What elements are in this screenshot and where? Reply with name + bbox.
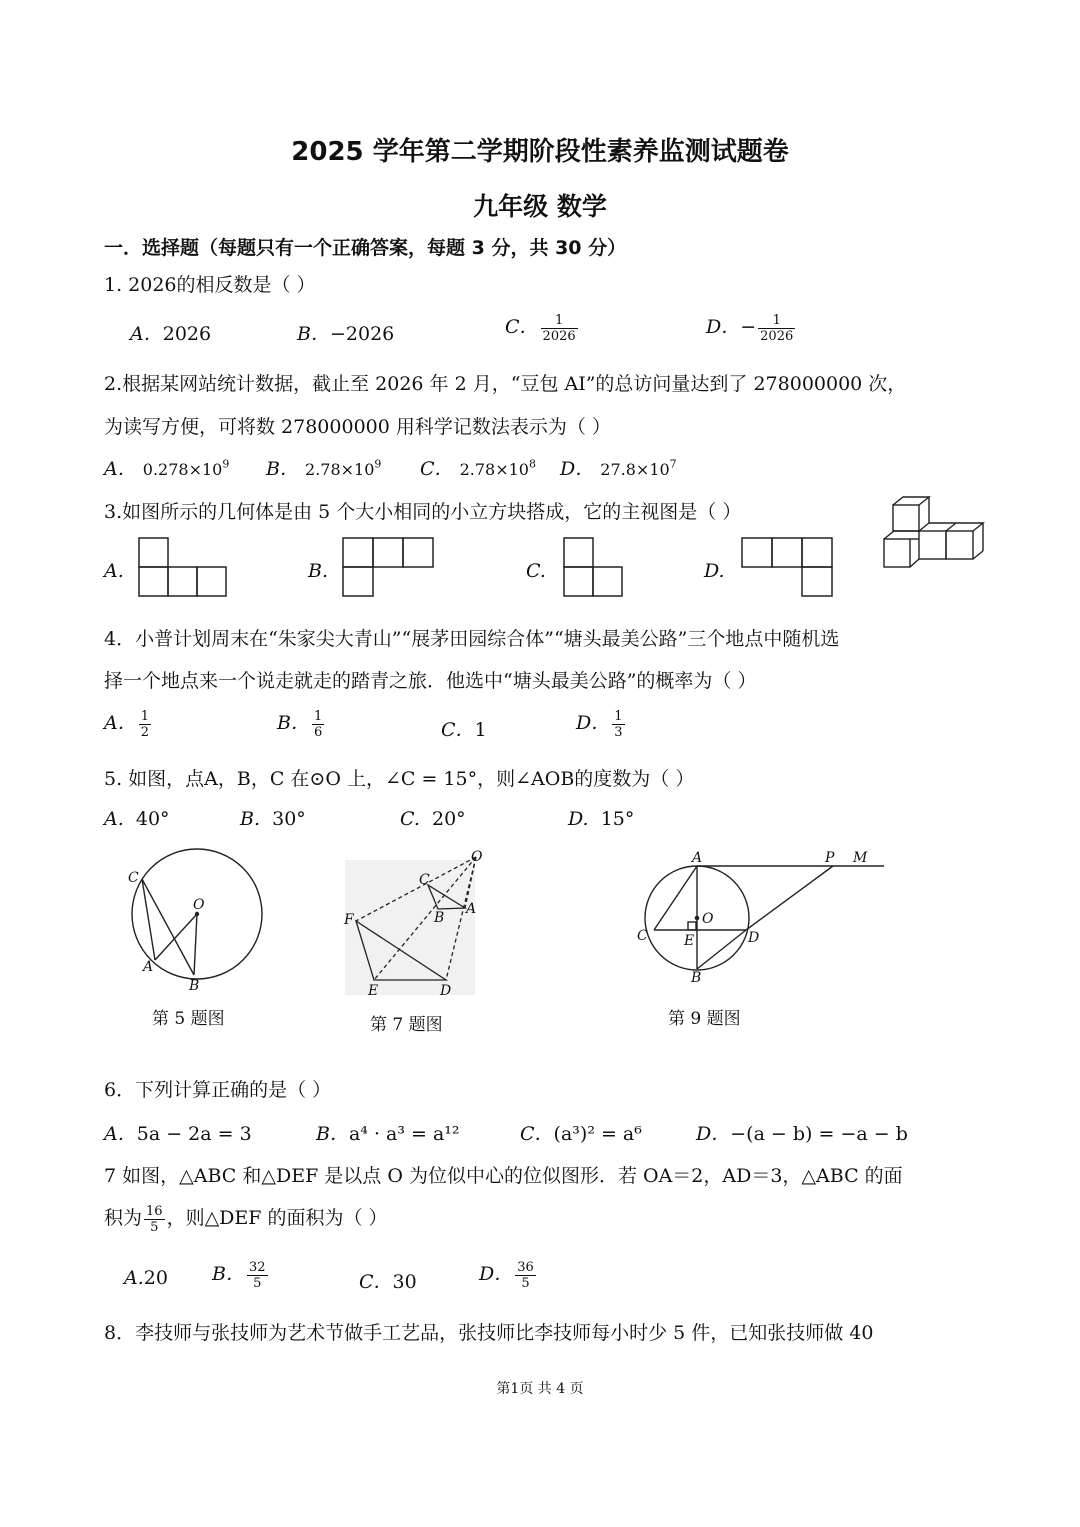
q7-stem-line2: 积为 $\frac{16}{5}$ ，则△DEF 的面积为（ ） — [104, 1203, 388, 1235]
q7-option-a: A.20 — [124, 1267, 168, 1289]
q1-option-a: A．2026 — [130, 323, 212, 345]
fig9-label-e: E — [684, 933, 695, 949]
q6-option-a: A．5a − 2a = 3 — [104, 1123, 252, 1145]
q1-option-b: B．−2026 — [297, 323, 395, 345]
fig9-label-d: D — [748, 930, 760, 946]
fig9-label-o: O — [702, 911, 714, 927]
q5-option-b: B. 30° — [240, 808, 306, 830]
fig9 — [645, 866, 884, 970]
fig9-label-b: B — [691, 970, 702, 986]
fig5-caption: 第 5 题图 — [152, 1009, 225, 1029]
q2-stem-line2: 为读写方便，可将数 278000000 用科学记数法表示为（ ） — [104, 416, 611, 438]
q6-option-c: C．(a³)² = a⁶ — [520, 1123, 642, 1145]
page-footer: 第1页 共 4 页 — [496, 1381, 584, 1397]
q4-stem-line2: 择一个地点来一个说走就走的踏青之旅．他选中“塘头最美公路”的概率为（ ） — [104, 670, 757, 692]
fig9-label-p: P — [825, 850, 835, 866]
q3-stem: 3.如图所示的几何体是由 5 个大小相同的小立方块搭成，它的主视图是（ ） — [104, 501, 742, 523]
fig9-label-a: A — [692, 850, 703, 866]
fig9-label-m: M — [853, 850, 868, 866]
fig7-label-c: C — [419, 872, 430, 888]
q4-option-b: B． $\frac{1}{6}$ — [277, 708, 323, 740]
fig7-label-f: F — [344, 912, 354, 928]
q6-stem: 6．下列计算正确的是（ ） — [104, 1079, 332, 1101]
q6-option-b: B．a⁴ · a³ = a¹² — [316, 1123, 460, 1145]
q3-option-a-label: A. — [104, 560, 124, 582]
q7-stem-line1: 7 如图，△ABC 和△DEF 是以点 O 为位似中心的位似图形．若 OA＝2，AD＝3，△ABC 的面 — [104, 1165, 903, 1187]
fig5-label-c: C — [128, 870, 139, 886]
q2-stem-line1: 2.根据某网站统计数据，截止至 2026 年 2 月，“豆包 AI”的总访问量达到了 278000000 次， — [104, 373, 907, 395]
fig5-label-a: A — [143, 959, 154, 975]
q5-option-d: D. 15° — [568, 808, 635, 830]
fig7 — [345, 857, 476, 995]
q1-option-c: C． $\frac{1}{2026}$ — [505, 312, 576, 344]
fig5-label-o: O — [193, 897, 205, 913]
q3-option-b-label: B. — [308, 560, 329, 582]
q3-option-d-label: D. — [704, 560, 725, 582]
q5-option-a: A. 40° — [104, 808, 170, 830]
fig9-caption: 第 9 题图 — [668, 1009, 741, 1029]
q2-option-d: D． $27.8\times 10^7$ — [560, 457, 677, 480]
q4-option-c: C．1 — [441, 719, 487, 741]
fig5-label-b: B — [189, 978, 200, 994]
q1-stem: 1. 2026的相反数是（ ） — [104, 274, 316, 296]
fig7-label-a: A — [466, 901, 477, 917]
exam-subtitle: 九年级 数学 — [473, 192, 607, 221]
q5-option-c: C. 20° — [400, 808, 466, 830]
q1-option-d: D．− $\frac{1}{2026}$ — [706, 312, 794, 344]
q4-option-d: D． $\frac{1}{3}$ — [576, 708, 623, 740]
fig7-label-o: O — [471, 849, 483, 865]
q4-stem-line1: 4．小普计划周末在“朱家尖大青山”“展茅田园综合体”“塘头最美公路”三个地点中随机选 — [104, 628, 840, 650]
fig7-label-e: E — [368, 983, 379, 999]
q7-option-c: C．30 — [359, 1271, 417, 1293]
fig7-label-d: D — [440, 983, 452, 999]
q7-option-d: D． $\frac{36}{5}$ — [479, 1259, 534, 1291]
q3-option-c-label: C. — [526, 560, 546, 582]
q6-option-d: D．−(a − b) = −a − b — [696, 1123, 908, 1145]
q7-option-b: B． $\frac{32}{5}$ — [212, 1259, 266, 1291]
fig7-label-b: B — [434, 910, 445, 926]
fig9-label-c: C — [637, 928, 648, 944]
q2-option-b: B． $2.78\times 10^9$ — [266, 457, 382, 480]
exam-title: 2025 学年第二学期阶段性素养监测试题卷 — [291, 137, 789, 167]
q4-option-a: A． $\frac{1}{2}$ — [104, 708, 150, 740]
q5-stem: 5. 如图，点A，B，C 在⊙O 上，∠C = 15°，则∠AOB的度数为（ ） — [104, 768, 695, 790]
q2-option-c: C． $2.78\times 10^8$ — [420, 457, 536, 480]
fig7-caption: 第 7 题图 — [370, 1015, 443, 1035]
q2-option-a: A． $0.278\times 10^9$ — [104, 457, 230, 480]
q8-stem-line1: 8．李技师与张技师为艺术节做手工艺品，张技师比李技师每小时少 5 件，已知张技师做 40 — [104, 1322, 874, 1344]
section-heading: 一．选择题（每题只有一个正确答案，每题 3 分，共 30 分） — [104, 237, 627, 259]
